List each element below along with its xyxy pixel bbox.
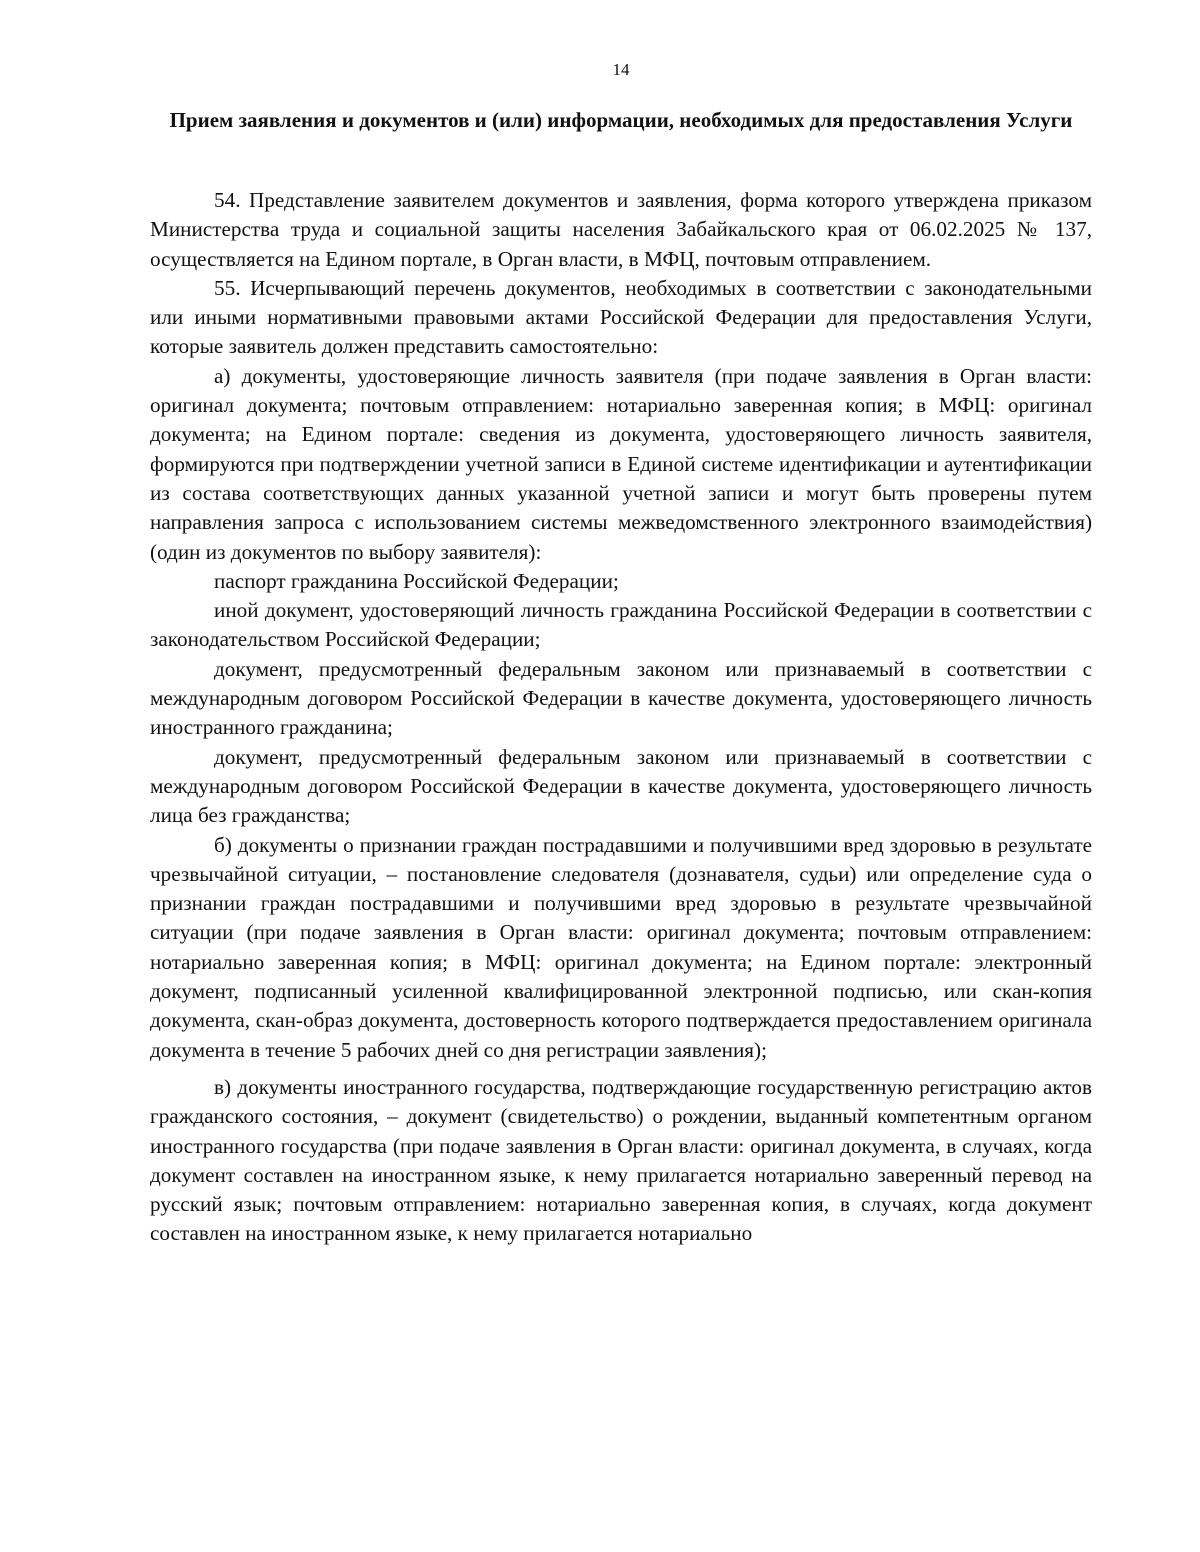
paragraph-a: а) документы, удостоверяющие личность заявителя (при подаче заявления в Орган власти: оригинал документа; почтовым отправлением: нотариально заверенная копия; в МФЦ: оригинал документа; на Едином портале: сведения из документа, удостоверяющего личность заявителя, формируются при подтверждении учетной записи в Единой системе идентификации и аутентификации из состава соответствующих данных указанной учетной записи и могут быть проверены путем направления запроса с использованием системы межведомственного электронного взаимодействия) (один из документов по выбору заявителя): — [150, 363, 1092, 564]
list-item-stateless-person: документ, предусмотренный федеральным законом или признаваемый в соответствии с международным договором Российской Федерации в качестве документа, удостоверяющего личность лица без гражданства; — [150, 744, 1092, 828]
document-body — [150, 186, 1092, 1249]
paragraph-54: 54. Представление заявителем документов и заявления, форма которого утверждена приказом Министерства труда и социальной защиты населения Забайкальского края от 06.02.2025 № 137, осуществляется на Едином портале, в Орган власти, в МФЦ, почтовым отправлением. — [150, 188, 1092, 271]
paragraph-v: в) документы иностранного государства, подтверждающие государственную регистрацию актов гражданского состояния, – документ (свидетельство) о рождении, выданный компетентным органом иностранного государства (при подаче заявления в Орган власти: оригинал документа, в случаях, когда документ составлен на иностранном языке, к нему прилагается нотариально заверенный перевод на русский язык; почтовым отправлением: нотариально заверенная копия, в случаях, когда документ составлен на иностранном языке, к нему прилагается нотариально — [150, 1074, 1092, 1246]
list-item-foreign-citizen: документ, предусмотренный федеральным законом или признаваемый в соответствии с международным договором Российской Федерации в качестве документа, удостоверяющего личность иностранного гражданина; — [150, 656, 1092, 740]
page-number: 14 — [612, 60, 630, 79]
paragraph-55: 55. Исчерпывающий перечень документов, необходимых в соответствии с законодательными или иными нормативными правовыми актами Российской Федерации для предоставления Услуги, которые заявитель должен представить самостоятельно: — [150, 275, 1092, 359]
list-item-other-document: иной документ, удостоверяющий личность гражданина Российской Федерации в соответствии с законодательством Российской Федерации; — [150, 598, 1092, 652]
list-item-passport: паспорт гражданина Российской Федерации; — [214, 568, 619, 593]
section-heading: Прием заявления и документов и (или) информации, необходимых для предоставления Услуги — [169, 108, 1073, 132]
paragraph-b: б) документы о признании граждан пострадавшими и получившими вред здоровью в результате чрезвычайной ситуации, – постановление следователя (дознавателя, судьи) или определение суда о признании граждан пострадавшими и получившими вред здоровью в результате чрезвычайной ситуации (при подаче заявления в Орган власти: оригинал документа; почтовым отправлением: нотариально заверенная копия; в МФЦ: оригинал документа; на Едином портале: электронный документ, подписанный усиленной квалифицированной электронной подписью, или скан-копия документа, скан-образ документа, достоверность которого подтверждается предоставлением оригинала документа в течение 5 рабочих дней со дня регистрации заявления); — [150, 832, 1092, 1062]
